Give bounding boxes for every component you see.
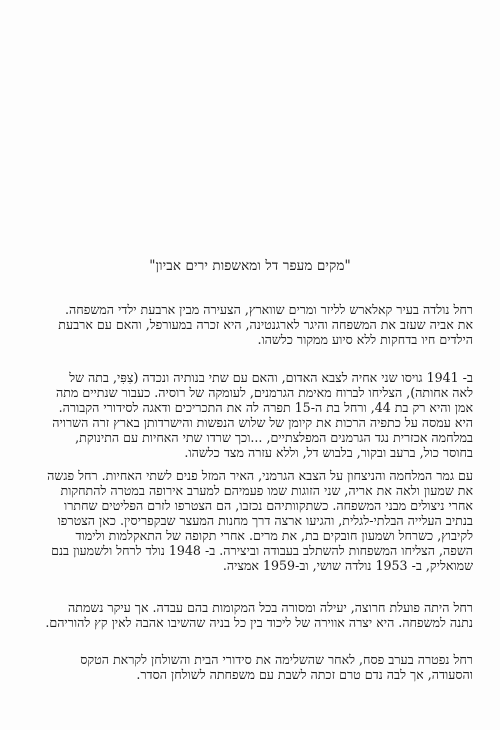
paragraph-1 xyxy=(27,302,473,347)
text-line: השפה, הצליחו המשפחות להשתלב בעבודה וביצירה. ב- 1948 נולד לרחל ולשמעון בנם xyxy=(51,543,473,558)
paragraph-2 xyxy=(27,370,473,460)
text-line: ב- 1941 גויסו שני אחיה לצבא האדום, והאם עם שתי בנותיה ונכדה (צִפִּי, בתה של xyxy=(69,370,473,385)
text-line: את שמעון ולאה את אריה, שני הזוגות שמו פעמיהם למערב אירופה במטרה להתחקות xyxy=(60,483,473,498)
text-line: נתנה למשפחה. היא יצרה אווירה של ליכוד בין כל בניה שהשיבו אהבה לאין קץ להוריהם. xyxy=(45,615,473,630)
paragraph-4 xyxy=(27,600,473,630)
paragraph-3 xyxy=(27,468,473,573)
text-line: אמן והיא רק בת 44, ורחל בת ה-15 תפרה לה את התכריכים ודאגה לסידורי הקבורה. xyxy=(58,400,473,415)
text-line: רחל נולדה בעיר קאלארש לליזר ומרים שווארץ, הצעירה מבין ארבעת ילדי המשפחה. xyxy=(65,302,473,317)
text-line: הילדים חיו בדחקות ללא סיוע ממקור כלשהו. xyxy=(257,332,473,347)
text-line: במלחמה אכזרית נגד הגרמנים המפלצתיים, ...וכך שרדו שתי האחיות עם התינוקת, xyxy=(75,430,473,445)
text-line: רחל נפטרה בערב פסח, לאחר שהשלימה את סידורי הבית והשולחן לקראת הטקס xyxy=(80,652,473,667)
text-line: אחרי ניצולים מבני המשפחה. כשתקוותיהם נכזבו, הם הצטרפו לזרם הפליטים שחתרו xyxy=(63,498,473,513)
text-line: רחל היתה פועלת חרוצה, יעילה ומסורה בכל המקומות בהם עבדה. אך עיקר נשמתה xyxy=(68,600,473,615)
text-line: את אביה שעזב את המשפחה והיגר לארגנטינה, היא זכרה במעורפל, והאם עם ארבעת xyxy=(58,317,473,332)
text-line: עם גמר המלחמה והניצחון על הצבא הגרמני, האיר המזל פנים לשתי האחיות. רחל פגשה xyxy=(47,468,473,483)
document-title: "מקים מעפר דל ומאשפות ירים אביון" xyxy=(149,258,351,274)
text-line: בנתיב העלייה הבלתי-לגלית, והגיעו ארצה דרך מחנות המעצר שבקפריסין. כאן הצטרפו xyxy=(57,513,473,528)
text-line: לאה אחותה), הצליחו לברוח מאימת הגרמנים, לעומקה של רוסיה. כעבור שנתיים מתה xyxy=(55,385,473,400)
text-line: והסעודה, אך לבה נדם טרם זכתה לשבת עם משפחתה לשולחן הסדר. xyxy=(136,667,473,682)
text-line: שמואליק, ב- 1953 נולדה שושי, וב-1959 אמציה. xyxy=(222,558,473,573)
text-line: היא עמסה על כתפיה הרכות את קיומן של שלוש הנפשות והישרדותן בארץ זרה השרויה xyxy=(52,415,473,430)
paragraph-5 xyxy=(27,652,473,682)
text-line: בחוסר כול, ברעב ובקור, בלבוש דל, וללא עזרה מצד כלשהו. xyxy=(184,445,473,460)
text-line: לקיבוץ, כשרחל ושמעון חובקים בת, את מרים. אחרי תקופה של התאקלמות ולימוד xyxy=(75,528,473,543)
